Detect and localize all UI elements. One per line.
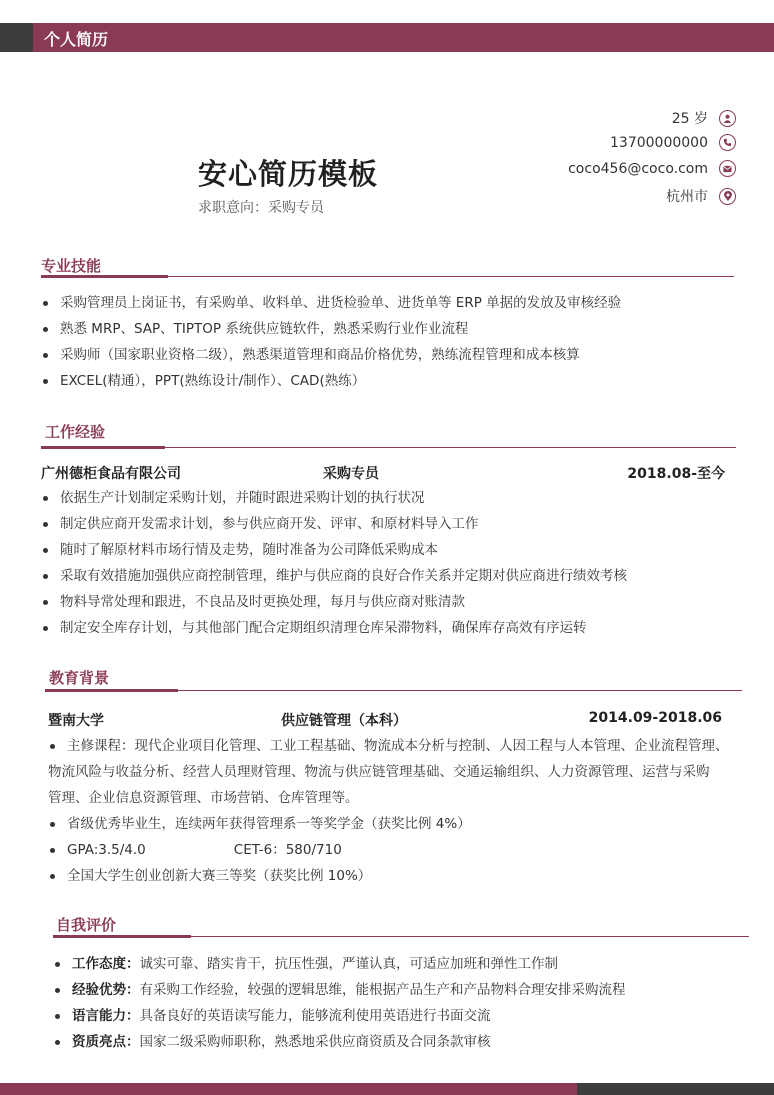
section-title-education: 教育背景 — [49, 669, 110, 687]
contact-city — [666, 186, 736, 206]
contact-email — [568, 160, 736, 177]
self-eval-list — [53, 951, 626, 1055]
age-text: 25 岁 — [671, 111, 708, 127]
footer-dark-block — [577, 1083, 774, 1095]
work-list — [41, 485, 627, 641]
list-item: 采购师（国家职业资格二级），熟悉渠道管理和商品价格优势，熟练流程管理和成本核算 — [41, 342, 621, 368]
section-accent — [41, 446, 165, 449]
list-item: 物料导常处理和跟进，不良品及时更换处理，每月与供应商对账清款 — [41, 589, 627, 615]
edu-period: 2014.09-2018.06 — [588, 710, 722, 726]
edu-school: 暨南大学 — [48, 713, 104, 729]
work-company: 广州德柜食品有限公司 — [41, 466, 181, 482]
city-text: 杭州市 — [666, 189, 708, 205]
list-item: 制定供应商开发需求计划，参与供应商开发、评审、和原材料导入工作 — [41, 511, 627, 537]
job-intent: 求职意向：采购专员 — [198, 200, 324, 216]
header-bar — [33, 23, 774, 52]
list-item: 制定安全库存计划，与其他部门配合定期组织清理仓库呆滞物料，确保库存高效有序运转 — [41, 615, 627, 641]
header-dark-block — [0, 23, 33, 52]
cet-text: CET-6：580/710 — [233, 842, 342, 858]
section-title-work: 工作经验 — [45, 423, 106, 441]
work-position: 采购专员 — [323, 466, 379, 482]
mail-icon — [719, 160, 736, 177]
phone-text: 13700000000 — [610, 134, 708, 151]
contact-age — [672, 108, 736, 128]
skills-list — [41, 290, 621, 394]
list-item: 熟悉 MRP、SAP、TIPTOP 系统供应链软件，熟悉采购行业作业流程 — [41, 316, 621, 342]
list-item: 依据生产计划制定采购计划，并随时跟进采购计划的执行状况 — [41, 485, 627, 511]
list-item — [48, 733, 729, 811]
header-label: 个人简历 — [44, 30, 109, 49]
courses-line-3: 管理、企业信息资源管理、市场营销、仓库管理等。 — [48, 790, 359, 806]
list-item — [53, 1003, 626, 1029]
section-accent — [53, 935, 191, 938]
section-title-self-eval: 自我评价 — [56, 916, 117, 934]
section-accent — [41, 275, 168, 278]
work-period: 2018.08-至今 — [627, 466, 725, 482]
section-title-skills: 专业技能 — [41, 257, 102, 275]
eval-text: 诚实可靠、踏实肯干，抗压性强，严谨认真，可适应加班和弹性工作制 — [139, 956, 558, 972]
list-item: 采购管理员上岗证书，有采购单、收料单、进货检验单、进货单等 ERP 单据的发放及审核经验 — [41, 290, 621, 316]
candidate-name: 安心简历模板 — [198, 157, 379, 191]
location-icon — [719, 188, 736, 205]
eval-label: 经验优势： — [72, 982, 140, 998]
eval-label: 资质亮点： — [72, 1034, 140, 1050]
eval-text: 具备良好的英语读写能力，能够流利使用英语进行书面交流 — [139, 1008, 491, 1024]
list-item — [53, 951, 626, 977]
courses-line-1: 主修课程：现代企业项目化管理、工业工程基础、物流成本分析与控制、人因工程与人本管理、企业流程管理、 — [67, 738, 729, 754]
list-item — [53, 1029, 626, 1055]
person-icon — [719, 110, 736, 127]
eval-text: 有采购工作经验，较强的逻辑思维，能根据产品生产和产品物料合理安排采购流程 — [139, 982, 626, 998]
footer-bar — [0, 1083, 577, 1095]
courses-line-2: 物流风险与收益分析、经营人员理财管理、物流与供应链管理基础、交通运输组织、人力资源管理、运营与采购 — [48, 764, 710, 780]
eval-label: 工作态度： — [72, 956, 140, 972]
list-item: 随时了解原材料市场行情及走势，随时准备为公司降低采购成本 — [41, 537, 627, 563]
contact-phone — [610, 134, 736, 151]
eval-label: 语言能力： — [72, 1008, 140, 1024]
list-item: 全国大学生创业创新大赛三等奖（获奖比例 10%） — [48, 863, 729, 889]
list-item — [48, 837, 729, 863]
edu-major: 供应链管理（本科） — [281, 713, 407, 729]
list-item: 省级优秀毕业生，连续两年获得管理系一等奖学金（获奖比例 4%） — [48, 811, 729, 837]
phone-icon — [719, 134, 736, 151]
list-item: EXCEL(精通），PPT(熟练设计/制作）、CAD(熟练） — [41, 368, 621, 394]
list-item: 采取有效措施加强供应商控制管理，维护与供应商的良好合作关系并定期对供应商进行绩效考核 — [41, 563, 627, 589]
eval-text: 国家二级采购师职称，熟悉地采供应商资质及合同条款审核 — [139, 1034, 491, 1050]
email-text: coco456@coco.com — [568, 160, 708, 177]
section-accent — [45, 689, 178, 692]
list-item — [53, 977, 626, 1003]
education-list — [48, 733, 729, 889]
gpa-text: GPA:3.5/4.0 — [67, 842, 146, 858]
